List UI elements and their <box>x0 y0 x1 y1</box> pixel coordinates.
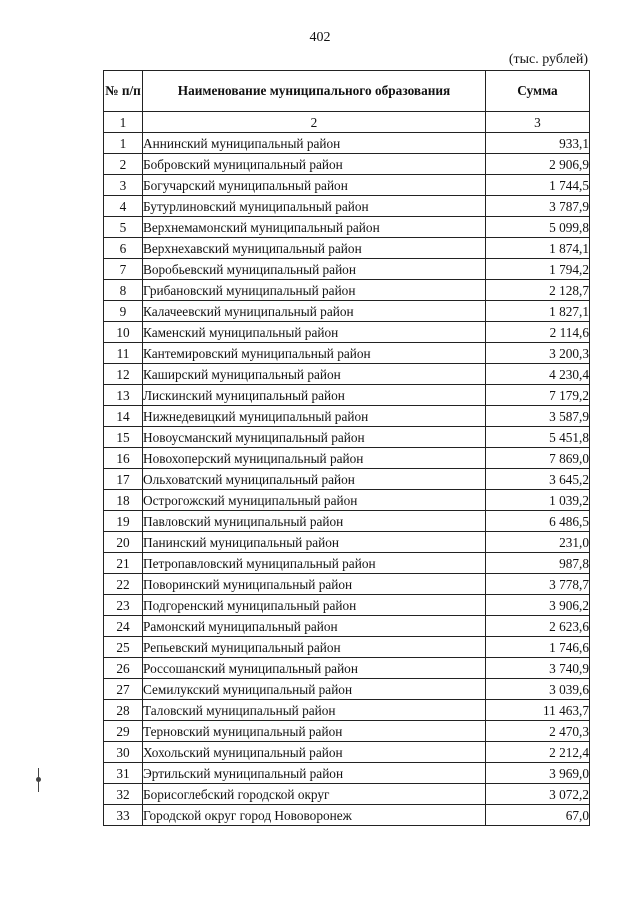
row-sum: 4 230,4 <box>486 364 590 385</box>
table-row <box>104 406 590 427</box>
row-sum: 3 906,2 <box>486 595 590 616</box>
table-row <box>104 280 590 301</box>
row-number: 16 <box>104 448 143 469</box>
row-sum: 7 869,0 <box>486 448 590 469</box>
municipality-name: Подгоренский муниципальный район <box>143 595 486 616</box>
column-index: 1 <box>104 112 143 133</box>
row-number: 26 <box>104 658 143 679</box>
table-row <box>104 805 590 826</box>
row-sum: 3 587,9 <box>486 406 590 427</box>
table-row <box>104 532 590 553</box>
row-sum: 1 039,2 <box>486 490 590 511</box>
row-sum: 1 874,1 <box>486 238 590 259</box>
table-row <box>104 196 590 217</box>
column-index-row <box>104 112 590 133</box>
table-row <box>104 469 590 490</box>
municipality-name: Ольховатский муниципальный район <box>143 469 486 490</box>
row-sum: 67,0 <box>486 805 590 826</box>
row-number: 25 <box>104 637 143 658</box>
table-row <box>104 763 590 784</box>
municipality-name: Каширский муниципальный район <box>143 364 486 385</box>
row-number: 14 <box>104 406 143 427</box>
row-number: 20 <box>104 532 143 553</box>
table-row <box>104 616 590 637</box>
row-number: 21 <box>104 553 143 574</box>
table-header-row <box>104 71 590 112</box>
table-row <box>104 385 590 406</box>
row-number: 8 <box>104 280 143 301</box>
table-row <box>104 133 590 154</box>
row-sum: 1 794,2 <box>486 259 590 280</box>
municipality-name: Воробьевский муниципальный район <box>143 259 486 280</box>
municipality-name: Городской округ город Нововоронеж <box>143 805 486 826</box>
row-sum: 11 463,7 <box>486 700 590 721</box>
row-number: 4 <box>104 196 143 217</box>
municipality-name: Хохольский муниципальный район <box>143 742 486 763</box>
municipality-name: Павловский муниципальный район <box>143 511 486 532</box>
municipality-name: Россошанский муниципальный район <box>143 658 486 679</box>
row-sum: 6 486,5 <box>486 511 590 532</box>
municipality-name: Таловский муниципальный район <box>143 700 486 721</box>
row-number: 1 <box>104 133 143 154</box>
row-sum: 3 740,9 <box>486 658 590 679</box>
row-sum: 2 114,6 <box>486 322 590 343</box>
row-sum: 2 623,6 <box>486 616 590 637</box>
table-row <box>104 658 590 679</box>
municipality-name: Новоусманский муниципальный район <box>143 427 486 448</box>
table-row <box>104 322 590 343</box>
row-number: 23 <box>104 595 143 616</box>
row-number: 30 <box>104 742 143 763</box>
row-sum: 3 778,7 <box>486 574 590 595</box>
table-row <box>104 154 590 175</box>
municipality-name: Эртильский муниципальный район <box>143 763 486 784</box>
row-sum: 7 179,2 <box>486 385 590 406</box>
municipality-name: Борисоглебский городской округ <box>143 784 486 805</box>
table-row <box>104 679 590 700</box>
row-number: 28 <box>104 700 143 721</box>
table-row <box>104 511 590 532</box>
row-number: 19 <box>104 511 143 532</box>
row-number: 18 <box>104 490 143 511</box>
municipality-name: Семилукский муниципальный район <box>143 679 486 700</box>
row-sum: 231,0 <box>486 532 590 553</box>
table-row <box>104 784 590 805</box>
row-number: 32 <box>104 784 143 805</box>
municipality-name: Лискинский муниципальный район <box>143 385 486 406</box>
municipality-name: Панинский муниципальный район <box>143 532 486 553</box>
header-name: Наименование муниципального образования <box>143 71 486 112</box>
municipality-name: Рамонский муниципальный район <box>143 616 486 637</box>
allocation-table <box>103 70 590 826</box>
municipality-name: Бобровский муниципальный район <box>143 154 486 175</box>
row-sum: 3 787,9 <box>486 196 590 217</box>
header-number: № п/п <box>104 71 143 112</box>
row-sum: 5 451,8 <box>486 427 590 448</box>
row-number: 29 <box>104 721 143 742</box>
row-number: 27 <box>104 679 143 700</box>
municipality-name: Верхнехавский муниципальный район <box>143 238 486 259</box>
row-sum: 1 746,6 <box>486 637 590 658</box>
municipality-name: Калачеевский муниципальный район <box>143 301 486 322</box>
municipality-name: Верхнемамонский муниципальный район <box>143 217 486 238</box>
municipality-name: Терновский муниципальный район <box>143 721 486 742</box>
row-number: 3 <box>104 175 143 196</box>
table-row <box>104 238 590 259</box>
row-number: 33 <box>104 805 143 826</box>
row-sum: 2 470,3 <box>486 721 590 742</box>
municipality-name: Каменский муниципальный район <box>143 322 486 343</box>
row-number: 12 <box>104 364 143 385</box>
column-index: 3 <box>486 112 590 133</box>
table-row <box>104 343 590 364</box>
units-note: (тыс. рублей) <box>508 52 588 67</box>
municipality-name: Грибановский муниципальный район <box>143 280 486 301</box>
municipality-name: Кантемировский муниципальный район <box>143 343 486 364</box>
municipality-name: Бутурлиновский муниципальный район <box>143 196 486 217</box>
margin-mark <box>38 768 39 792</box>
municipality-name: Острогожский муниципальный район <box>143 490 486 511</box>
header-sum: Сумма <box>486 71 590 112</box>
table-row <box>104 637 590 658</box>
row-sum: 3 200,3 <box>486 343 590 364</box>
row-number: 13 <box>104 385 143 406</box>
row-number: 22 <box>104 574 143 595</box>
row-sum: 933,1 <box>486 133 590 154</box>
table-row <box>104 364 590 385</box>
row-number: 9 <box>104 301 143 322</box>
row-number: 6 <box>104 238 143 259</box>
row-sum: 3 645,2 <box>486 469 590 490</box>
table-row <box>104 427 590 448</box>
table-row <box>104 742 590 763</box>
table-row <box>104 700 590 721</box>
column-index: 2 <box>143 112 486 133</box>
row-sum: 3 039,6 <box>486 679 590 700</box>
municipality-name: Репьевский муниципальный район <box>143 637 486 658</box>
row-sum: 987,8 <box>486 553 590 574</box>
table-row <box>104 574 590 595</box>
table-body <box>104 133 590 826</box>
row-number: 24 <box>104 616 143 637</box>
row-sum: 3 072,2 <box>486 784 590 805</box>
municipality-name: Нижнедевицкий муниципальный район <box>143 406 486 427</box>
table-row <box>104 259 590 280</box>
table-row <box>104 175 590 196</box>
row-number: 10 <box>104 322 143 343</box>
row-number: 2 <box>104 154 143 175</box>
row-sum: 3 969,0 <box>486 763 590 784</box>
municipality-name: Петропавловский муниципальный район <box>143 553 486 574</box>
table-row <box>104 553 590 574</box>
table-row <box>104 721 590 742</box>
row-number: 31 <box>104 763 143 784</box>
row-number: 15 <box>104 427 143 448</box>
page-number: 402 <box>309 30 331 45</box>
row-sum: 1 827,1 <box>486 301 590 322</box>
table-row <box>104 217 590 238</box>
table-row <box>104 448 590 469</box>
row-number: 17 <box>104 469 143 490</box>
row-sum: 2 128,7 <box>486 280 590 301</box>
row-number: 7 <box>104 259 143 280</box>
row-sum: 2 906,9 <box>486 154 590 175</box>
row-number: 11 <box>104 343 143 364</box>
row-sum: 5 099,8 <box>486 217 590 238</box>
municipality-name: Богучарский муниципальный район <box>143 175 486 196</box>
table-row <box>104 301 590 322</box>
table-row <box>104 490 590 511</box>
row-number: 5 <box>104 217 143 238</box>
municipality-name: Новохоперский муниципальный район <box>143 448 486 469</box>
municipality-name: Аннинский муниципальный район <box>143 133 486 154</box>
municipality-name: Поворинский муниципальный район <box>143 574 486 595</box>
row-sum: 2 212,4 <box>486 742 590 763</box>
row-sum: 1 744,5 <box>486 175 590 196</box>
table-row <box>104 595 590 616</box>
